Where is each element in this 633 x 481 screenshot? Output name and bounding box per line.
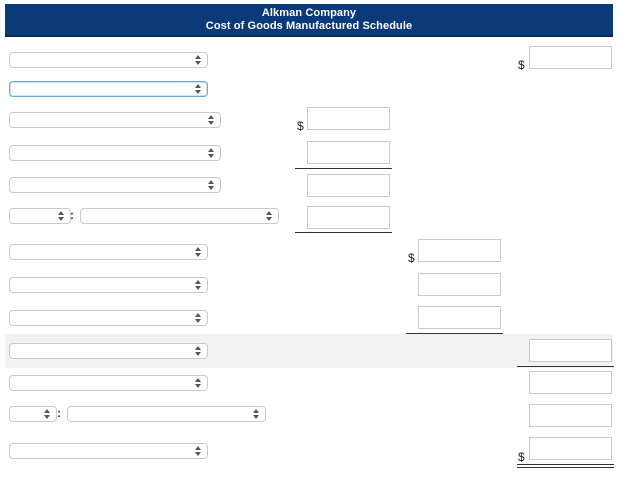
row11-col3-input[interactable] — [529, 371, 612, 394]
row8-account-select[interactable] — [9, 277, 208, 293]
subtotal-rule — [295, 168, 392, 169]
row5-col1-input[interactable] — [307, 174, 390, 197]
select-arrows-icon — [195, 313, 202, 323]
select-arrows-icon — [44, 409, 51, 419]
row11-account-select[interactable] — [9, 375, 208, 391]
row6-account-select[interactable] — [80, 208, 279, 224]
dollar-sign: $ — [297, 119, 304, 133]
row6-small-select[interactable] — [9, 208, 71, 224]
select-arrows-icon — [195, 55, 202, 65]
subtotal-rule — [295, 232, 392, 233]
row3-account-select[interactable] — [9, 112, 221, 128]
row1-col3-input[interactable] — [529, 46, 612, 69]
select-arrows-icon — [195, 378, 202, 388]
row7-col2-input[interactable] — [418, 239, 501, 262]
row12-small-select[interactable] — [9, 406, 57, 422]
select-arrows-icon — [195, 280, 202, 290]
row10-account-select[interactable] — [9, 343, 208, 359]
dollar-sign: $ — [518, 58, 525, 72]
row5-account-select[interactable] — [9, 177, 221, 193]
dollar-sign: $ — [518, 450, 525, 464]
select-arrows-icon — [195, 247, 202, 257]
schedule-title: Cost of Goods Manufactured Schedule — [205, 20, 413, 32]
row4-col1-input[interactable] — [307, 141, 390, 164]
select-arrows-icon — [195, 446, 202, 456]
total-double-rule — [517, 464, 614, 465]
row2-account-select[interactable] — [9, 81, 208, 97]
select-arrows-icon — [266, 211, 273, 221]
subtotal-rule — [517, 366, 614, 367]
select-arrows-icon — [58, 211, 65, 221]
schedule-header — [5, 4, 613, 37]
select-arrows-icon — [195, 346, 202, 356]
row3-col1-input[interactable] — [307, 107, 390, 130]
select-arrows-icon — [208, 115, 215, 125]
row13-account-select[interactable] — [9, 443, 208, 459]
row4-account-select[interactable] — [9, 145, 221, 161]
row7-account-select[interactable] — [9, 244, 208, 260]
row10-col3-input[interactable] — [529, 339, 612, 362]
colon-separator: : — [57, 406, 61, 420]
row13-col3-input[interactable] — [529, 437, 612, 460]
colon-separator: : — [70, 208, 74, 222]
row12-account-select[interactable] — [67, 406, 266, 422]
row9-col2-input[interactable] — [418, 306, 501, 329]
select-arrows-icon — [195, 84, 202, 94]
select-arrows-icon — [208, 148, 215, 158]
dollar-sign: $ — [408, 251, 415, 265]
row8-col2-input[interactable] — [418, 273, 501, 296]
company-name: Alkman Company — [261, 7, 357, 19]
row12-col3-input[interactable] — [529, 404, 612, 427]
select-arrows-icon — [208, 180, 215, 190]
row1-account-select[interactable] — [9, 52, 208, 68]
row9-account-select[interactable] — [9, 310, 208, 326]
select-arrows-icon — [253, 409, 260, 419]
row6-col1-input[interactable] — [307, 206, 390, 229]
